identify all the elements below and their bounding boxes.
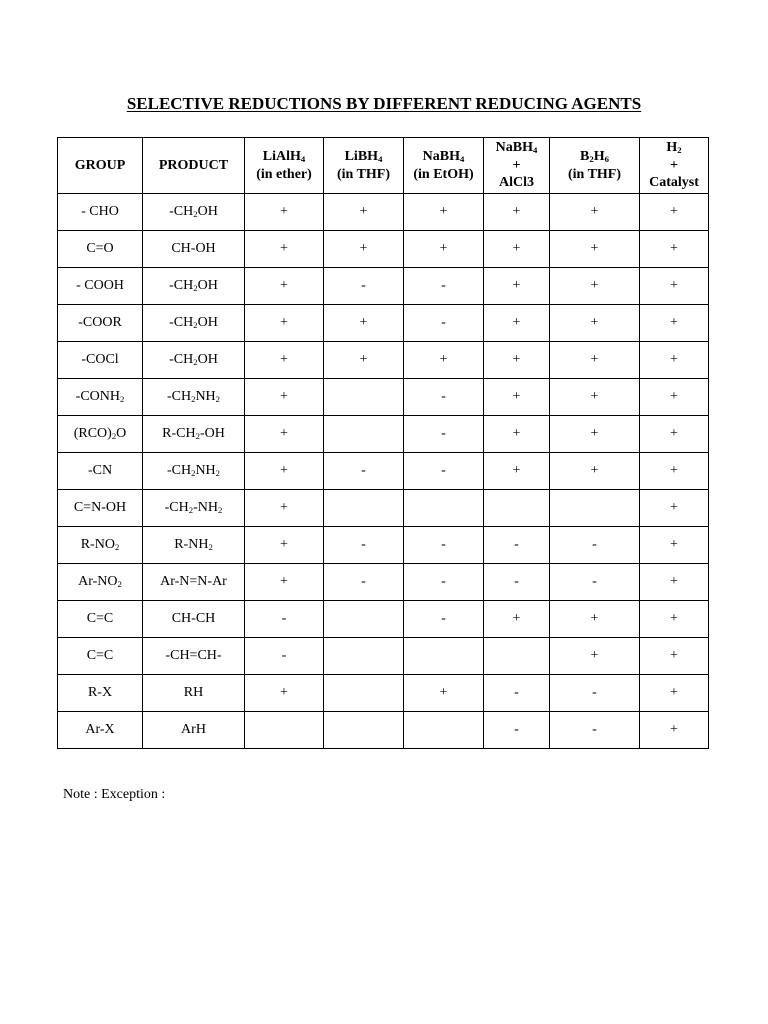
result-cell: +	[245, 342, 324, 379]
product-cell: $-CH_2NH_2$	[143, 453, 245, 490]
product-cell: $R-NH_2$	[143, 527, 245, 564]
result-cell: -	[404, 527, 484, 564]
page-title: SELECTIVE REDUCTIONS BY DIFFERENT REDUCING AGENTS	[126, 94, 642, 113]
result-cell: +	[640, 638, 709, 675]
result-cell	[324, 638, 404, 675]
result-cell: +	[324, 305, 404, 342]
result-cell: +	[640, 675, 709, 712]
reductions-table	[57, 137, 709, 749]
header-libh4: LiBH$_4$ (in THF)	[324, 138, 404, 194]
product-cell: $-CH_2OH$	[143, 194, 245, 231]
table-row	[58, 268, 709, 305]
result-cell	[324, 379, 404, 416]
result-cell: +	[640, 527, 709, 564]
table-row	[58, 675, 709, 712]
product-cell: $-CH_2NH_2$	[143, 379, 245, 416]
result-cell: +	[640, 490, 709, 527]
product-cell: CH-CH	[143, 601, 245, 638]
result-cell: -	[404, 416, 484, 453]
result-cell	[324, 675, 404, 712]
result-cell: +	[640, 564, 709, 601]
result-cell: +	[640, 231, 709, 268]
group-cell: $Ar-NO_2$	[58, 564, 143, 601]
result-cell: +	[550, 601, 640, 638]
header-product: PRODUCT	[143, 138, 245, 194]
result-cell: +	[640, 379, 709, 416]
table-row	[58, 194, 709, 231]
group-cell: $(RCO)_2O$	[58, 416, 143, 453]
result-cell: -	[404, 379, 484, 416]
result-cell: -	[245, 638, 324, 675]
product-cell: $-CH_2OH$	[143, 268, 245, 305]
result-cell: +	[484, 231, 550, 268]
result-cell: +	[550, 453, 640, 490]
result-cell: +	[640, 453, 709, 490]
result-cell: +	[245, 453, 324, 490]
result-cell: -	[550, 675, 640, 712]
product-cell: RH	[143, 675, 245, 712]
result-cell	[324, 601, 404, 638]
result-cell: +	[245, 527, 324, 564]
product-cell: -CH=CH-	[143, 638, 245, 675]
result-cell: -	[404, 453, 484, 490]
header-nabh4: NaBH$_4$ (in EtOH)	[404, 138, 484, 194]
group-cell: - COOH	[58, 268, 143, 305]
group-cell: C=C	[58, 601, 143, 638]
result-cell: -	[484, 527, 550, 564]
header-lialh4: LiAlH$_4$ (in ether)	[245, 138, 324, 194]
product-cell: $R-CH_2-OH$	[143, 416, 245, 453]
result-cell: +	[550, 342, 640, 379]
result-cell	[550, 490, 640, 527]
result-cell: -	[484, 675, 550, 712]
group-cell: - CHO	[58, 194, 143, 231]
result-cell: -	[324, 453, 404, 490]
result-cell: +	[484, 416, 550, 453]
result-cell: +	[640, 342, 709, 379]
result-cell: +	[640, 712, 709, 749]
group-cell: $-CONH_2$	[58, 379, 143, 416]
group-cell: -COCl	[58, 342, 143, 379]
note-text: Note : Exception :	[63, 787, 166, 802]
table-row	[58, 601, 709, 638]
result-cell: +	[550, 379, 640, 416]
result-cell: -	[550, 564, 640, 601]
table-row	[58, 564, 709, 601]
group-cell: C=C	[58, 638, 143, 675]
result-cell: -	[324, 268, 404, 305]
table-row	[58, 490, 709, 527]
result-cell	[324, 712, 404, 749]
result-cell: +	[484, 305, 550, 342]
result-cell: +	[550, 305, 640, 342]
result-cell: +	[640, 194, 709, 231]
product-cell: $-CH_2OH$	[143, 342, 245, 379]
group-cell: Ar-X	[58, 712, 143, 749]
table-header	[58, 138, 709, 194]
result-cell: +	[324, 194, 404, 231]
header-row	[58, 138, 709, 194]
product-cell: $-CH_2-NH_2$	[143, 490, 245, 527]
result-cell: +	[550, 231, 640, 268]
result-cell: +	[245, 379, 324, 416]
result-cell: -	[484, 712, 550, 749]
result-cell: +	[484, 194, 550, 231]
result-cell	[324, 416, 404, 453]
result-cell: +	[245, 268, 324, 305]
group-cell: -COOR	[58, 305, 143, 342]
header-h2-catalyst: $H_2$ + Catalyst	[640, 138, 709, 194]
result-cell: +	[245, 675, 324, 712]
result-cell	[324, 490, 404, 527]
result-cell: +	[640, 268, 709, 305]
result-cell: +	[484, 379, 550, 416]
group-cell: C=O	[58, 231, 143, 268]
table-row	[58, 231, 709, 268]
result-cell	[484, 490, 550, 527]
result-cell: -	[324, 527, 404, 564]
result-cell: -	[550, 712, 640, 749]
table-row	[58, 379, 709, 416]
result-cell: +	[550, 638, 640, 675]
table-row	[58, 638, 709, 675]
result-cell: +	[484, 342, 550, 379]
group-cell: -CN	[58, 453, 143, 490]
result-cell: -	[404, 305, 484, 342]
result-cell: +	[245, 305, 324, 342]
result-cell: +	[324, 231, 404, 268]
product-cell: ArH	[143, 712, 245, 749]
result-cell: +	[245, 490, 324, 527]
result-cell: +	[245, 231, 324, 268]
result-cell: -	[404, 268, 484, 305]
result-cell: +	[550, 194, 640, 231]
result-cell	[245, 712, 324, 749]
header-nabh4-alcl3: NaBH$_4$ + AlCl3	[484, 138, 550, 194]
product-cell: Ar-N=N-Ar	[143, 564, 245, 601]
result-cell: +	[404, 231, 484, 268]
result-cell: +	[640, 305, 709, 342]
result-cell: -	[404, 564, 484, 601]
product-cell: CH-OH	[143, 231, 245, 268]
result-cell: +	[484, 268, 550, 305]
result-cell: +	[324, 342, 404, 379]
result-cell: -	[404, 601, 484, 638]
table-row	[58, 342, 709, 379]
result-cell: +	[404, 342, 484, 379]
result-cell	[484, 638, 550, 675]
result-cell: -	[324, 564, 404, 601]
result-cell: +	[640, 416, 709, 453]
result-cell: +	[245, 564, 324, 601]
table-row	[58, 416, 709, 453]
result-cell: +	[404, 675, 484, 712]
result-cell: -	[550, 527, 640, 564]
header-b2h6: $B_2H_6$ (in THF)	[550, 138, 640, 194]
result-cell	[404, 490, 484, 527]
group-cell: R-X	[58, 675, 143, 712]
table-body	[58, 194, 709, 749]
result-cell	[404, 712, 484, 749]
result-cell: +	[550, 416, 640, 453]
result-cell: +	[245, 194, 324, 231]
result-cell: +	[550, 268, 640, 305]
result-cell: -	[484, 564, 550, 601]
table-row	[58, 305, 709, 342]
group-cell: C=N-OH	[58, 490, 143, 527]
group-cell: $R-NO_2$	[58, 527, 143, 564]
table-row	[58, 712, 709, 749]
result-cell: +	[245, 416, 324, 453]
result-cell: +	[640, 601, 709, 638]
product-cell: $-CH_2OH$	[143, 305, 245, 342]
result-cell: +	[484, 453, 550, 490]
table-row	[58, 527, 709, 564]
result-cell: -	[245, 601, 324, 638]
header-group: GROUP	[58, 138, 143, 194]
table-row	[58, 453, 709, 490]
result-cell: +	[404, 194, 484, 231]
result-cell	[404, 638, 484, 675]
result-cell: +	[484, 601, 550, 638]
